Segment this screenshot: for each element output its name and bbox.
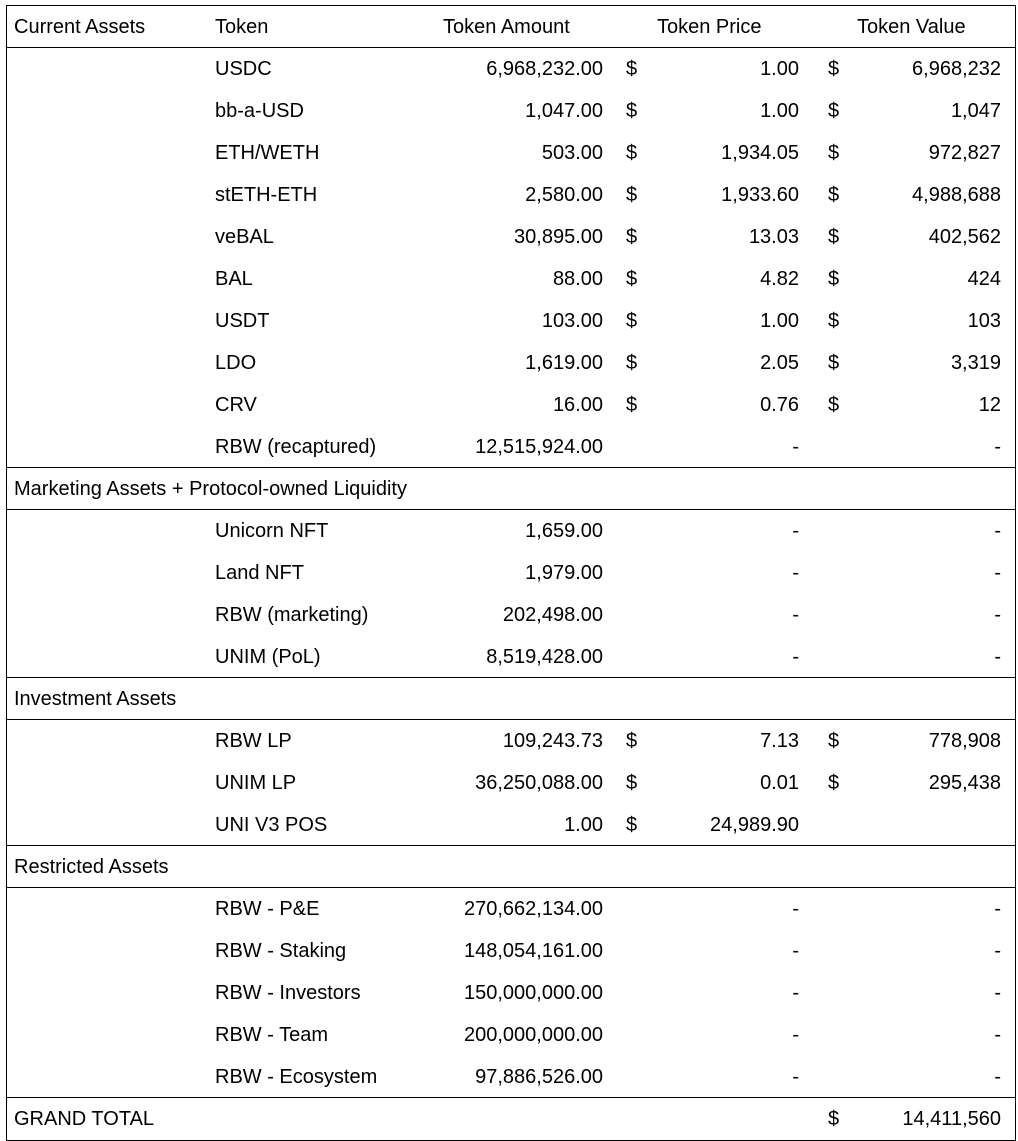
restricted-assets-section: [7, 888, 1015, 1098]
value-dollar-sign: $: [828, 310, 840, 332]
table-row: [7, 594, 1015, 636]
token-name: RBW - P&E: [215, 898, 320, 920]
table-row: [7, 48, 1015, 90]
token-name: Land NFT: [215, 562, 304, 584]
token-amount: 148,054,161.00: [463, 940, 603, 962]
token-name: UNIM (PoL): [215, 646, 321, 668]
section-title: Marketing Assets + Protocol-owned Liquidity: [14, 478, 407, 500]
token-value: 4,988,688: [912, 184, 1001, 206]
token-amount: 503.00: [541, 142, 603, 164]
value-dollar-sign: $: [828, 142, 840, 164]
value-dollar-sign: $: [828, 394, 840, 416]
token-value: -: [994, 1066, 1001, 1088]
grand-total-value: 14,411,560: [902, 1108, 1001, 1130]
token-price: -: [792, 982, 799, 1004]
token-name: CRV: [215, 394, 257, 416]
token-name: RBW LP: [215, 730, 292, 752]
token-amount: 36,250,088.00: [475, 772, 603, 794]
value-dollar-sign: $: [828, 772, 840, 794]
header-category: Current Assets: [14, 16, 146, 38]
token-price: 0.01: [760, 772, 799, 794]
token-value: -: [994, 604, 1001, 626]
token-name: ETH/WETH: [215, 142, 320, 164]
token-value: 778,908: [928, 730, 1001, 752]
token-price: -: [792, 562, 799, 584]
price-dollar-sign: $: [626, 100, 638, 122]
token-amount: 8,519,428.00: [486, 646, 603, 668]
table-row: [7, 90, 1015, 132]
table-row: [7, 636, 1015, 678]
token-amount: 1,979.00: [525, 562, 603, 584]
header-token: Token: [215, 16, 269, 38]
price-dollar-sign: $: [626, 268, 638, 290]
token-name: UNIM LP: [215, 772, 297, 794]
table-row: [7, 762, 1015, 804]
table-row: [7, 510, 1015, 552]
token-amount: 270,662,134.00: [463, 898, 603, 920]
asset-table: [6, 5, 1016, 1141]
token-price: 1.00: [760, 100, 799, 122]
token-value: 295,438: [928, 772, 1001, 794]
section-title: Investment Assets: [14, 688, 177, 710]
token-price: -: [792, 646, 799, 668]
section-header-marketing: [7, 468, 1015, 510]
section-header-restricted: [7, 846, 1015, 888]
token-amount: 1,047.00: [525, 100, 603, 122]
token-amount: 109,243.73: [502, 730, 603, 752]
token-value: 1,047: [950, 100, 1001, 122]
token-value: -: [994, 1024, 1001, 1046]
token-amount: 1.00: [564, 814, 603, 836]
token-value: -: [994, 646, 1001, 668]
table-row: [7, 972, 1015, 1014]
price-dollar-sign: $: [626, 184, 638, 206]
token-amount: 200,000,000.00: [463, 1024, 603, 1046]
token-value: 3,319: [950, 352, 1001, 374]
value-dollar-sign: $: [828, 226, 840, 248]
marketing-assets-section: [7, 510, 1015, 678]
token-amount: 1,659.00: [525, 520, 603, 542]
token-price: 2.05: [760, 352, 799, 374]
price-dollar-sign: $: [626, 226, 638, 248]
price-dollar-sign: $: [626, 352, 638, 374]
token-name: veBAL: [215, 226, 274, 248]
table-row: [7, 804, 1015, 846]
token-price: -: [792, 898, 799, 920]
table-row: [7, 258, 1015, 300]
token-price: 1,934.05: [721, 142, 799, 164]
grand-total-dollar-sign: $: [828, 1108, 840, 1130]
price-dollar-sign: $: [626, 730, 638, 752]
token-value: 6,968,232: [912, 58, 1001, 80]
value-dollar-sign: $: [828, 184, 840, 206]
header-token-price: Token Price: [657, 16, 762, 38]
table-row: [7, 552, 1015, 594]
token-name: RBW - Ecosystem: [215, 1066, 378, 1088]
token-value: -: [994, 562, 1001, 584]
token-value: 12: [978, 394, 1001, 416]
token-price: 0.76: [760, 394, 799, 416]
token-amount: 30,895.00: [514, 226, 603, 248]
token-name: stETH-ETH: [215, 184, 318, 206]
token-name: LDO: [215, 352, 257, 374]
token-price: 4.82: [760, 268, 799, 290]
token-amount: 103.00: [541, 310, 603, 332]
token-price: 1.00: [760, 310, 799, 332]
token-value: 424: [967, 268, 1001, 290]
value-dollar-sign: $: [828, 100, 840, 122]
token-name: UNI V3 POS: [215, 814, 328, 836]
header-token-value: Token Value: [857, 16, 966, 38]
table-row: [7, 888, 1015, 930]
table-row: [7, 930, 1015, 972]
table-row: [7, 1056, 1015, 1098]
price-dollar-sign: $: [626, 772, 638, 794]
header-token-amount: Token Amount: [443, 16, 570, 38]
price-dollar-sign: $: [626, 310, 638, 332]
token-name: USDT: [215, 310, 270, 332]
token-value: -: [994, 940, 1001, 962]
token-price: -: [792, 940, 799, 962]
token-value: -: [994, 436, 1001, 458]
token-price: 7.13: [760, 730, 799, 752]
token-name: RBW - Investors: [215, 982, 361, 1004]
token-amount: 202,498.00: [502, 604, 603, 626]
token-amount: 2,580.00: [525, 184, 603, 206]
token-name: Unicorn NFT: [215, 520, 329, 542]
token-name: USDC: [215, 58, 272, 80]
token-price: 13.03: [748, 226, 799, 248]
current-assets-section: [7, 48, 1015, 468]
table-row: [7, 720, 1015, 762]
token-value: -: [994, 898, 1001, 920]
token-amount: 150,000,000.00: [463, 982, 603, 1004]
table-row: [7, 174, 1015, 216]
token-price: -: [792, 436, 799, 458]
table-row: [7, 300, 1015, 342]
table-row: [7, 216, 1015, 258]
table-row: [7, 426, 1015, 468]
token-value: 972,827: [928, 142, 1001, 164]
token-value: 402,562: [928, 226, 1001, 248]
token-price: -: [792, 1024, 799, 1046]
token-price: -: [792, 1066, 799, 1088]
token-value: 103: [967, 310, 1001, 332]
section-header-investment: [7, 678, 1015, 720]
investment-assets-section: [7, 720, 1015, 846]
price-dollar-sign: $: [626, 58, 638, 80]
token-amount: 16.00: [552, 394, 603, 416]
section-title: Restricted Assets: [14, 856, 169, 878]
token-price: 1,933.60: [721, 184, 799, 206]
price-dollar-sign: $: [626, 394, 638, 416]
token-price: 24,989.90: [710, 814, 799, 836]
table-row: [7, 132, 1015, 174]
header-row: [7, 6, 1015, 48]
token-amount: 97,886,526.00: [475, 1066, 603, 1088]
value-dollar-sign: $: [828, 352, 840, 374]
token-price: 1.00: [760, 58, 799, 80]
token-name: BAL: [215, 268, 253, 290]
price-dollar-sign: $: [626, 814, 638, 836]
table-row: [7, 342, 1015, 384]
value-dollar-sign: $: [828, 730, 840, 752]
token-name: RBW - Team: [215, 1024, 328, 1046]
token-value: -: [994, 520, 1001, 542]
value-dollar-sign: $: [828, 58, 840, 80]
price-dollar-sign: $: [626, 142, 638, 164]
token-amount: 88.00: [552, 268, 603, 290]
token-amount: 12,515,924.00: [475, 436, 603, 458]
token-amount: 1,619.00: [525, 352, 603, 374]
token-name: RBW (marketing): [215, 604, 369, 626]
token-name: RBW - Staking: [215, 940, 347, 962]
token-name: bb-a-USD: [215, 100, 304, 122]
value-dollar-sign: $: [828, 268, 840, 290]
token-value: -: [994, 982, 1001, 1004]
token-name: RBW (recaptured): [215, 436, 377, 458]
grand-total-label: GRAND TOTAL: [14, 1108, 155, 1130]
table-row: [7, 384, 1015, 426]
token-amount: 6,968,232.00: [486, 58, 603, 80]
table-row: [7, 1014, 1015, 1056]
token-price: -: [792, 520, 799, 542]
grand-total-row: [7, 1098, 1015, 1140]
token-price: -: [792, 604, 799, 626]
